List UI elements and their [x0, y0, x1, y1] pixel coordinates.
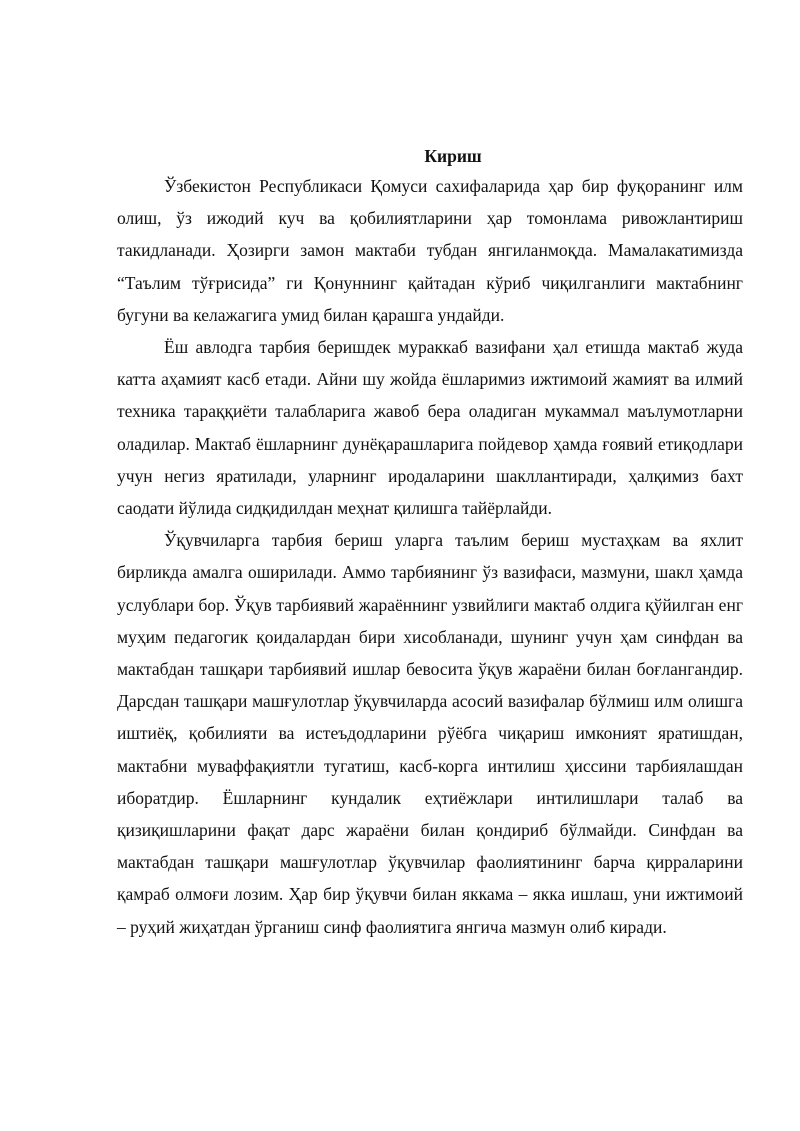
paragraph-1: Ўзбекистон Республикаси Қомуси сахифаларида ҳар бир фуқоранинг илм олиш, ўз ижодий куч ва қобилиятларини ҳар томонлама ривожлантириш такидланади. Ҳозирги замон мактаби тубдан янгиланмоқда. Мамалакатимизда “Таълим тўғрисида” ги Қонуннинг қайтадан кўриб чиқилганлиги мактабнинг бугуни ва келажагига умид билан қарашга ундайди.: [117, 176, 743, 325]
document-title: Кириш: [424, 146, 482, 166]
paragraph-3: Ўқувчиларга тарбия бериш уларга таълим бериш мустаҳкам ва яхлит бирликда амалга оширилади. Аммо тарбиянинг ўз вазифаси, мазмуни, шакл ҳамда услублари бор. Ўқув тарбиявий жараённинг узвийлиги мактаб олдига қўйилган енг муҳим педагогик қоидалардан бири хисобланади, шунинг учун ҳам синфдан ва мактабдан ташқари тарбиявий ишлар бевосита ўқув жараёни билан боғлангандир. Дарсдан ташқари машғулотлар ўқувчиларда асосий вазифалар бўлмиш илм олишга иштиёқ, қобилияти ва истеъдодларини рўёбга чиқариш имконият яратишдан, мактабни муваффақиятли тугатиш, касб-корга интилиш ҳиссини тарбиялашдан иборатдир. Ёшларнинг кундалик еҳтиёжлари интилишлари талаб ва қизиқишларини фақат дарс жараёни билан қондириб бўлмайди. Синфдан ва мактабдан ташқари машғулотлар ўқувчилар фаолиятининг барча қирраларини қамраб олмоғи лозим. Ҳар бир ўқувчи билан яккама – якка ишлаш, уни ижтимоий – руҳий жиҳатдан ўрганиш синф фаолиятига янгича мазмун олиб киради.: [117, 530, 743, 937]
paragraph-2: Ёш авлодга тарбия беришдек мураккаб вазифани ҳал етишда мактаб жуда катта аҳамият касб етади. Айни шу жойда ёшларимиз ижтимоий жамият ва илмий техника тараққиёти талабларига жавоб бера оладиган мукаммал маълумотларни оладилар. Мактаб ёшларнинг дунёқарашларига пойдевор ҳамда ғоявий етиқодлари учун негиз яратилади, уларнинг иродаларини шакллантиради, ҳалқимиз бахт саодати йўлида сидқидилдан меҳнат қилишга тайёрлайди.: [117, 337, 743, 519]
document-body: [117, 142, 743, 943]
